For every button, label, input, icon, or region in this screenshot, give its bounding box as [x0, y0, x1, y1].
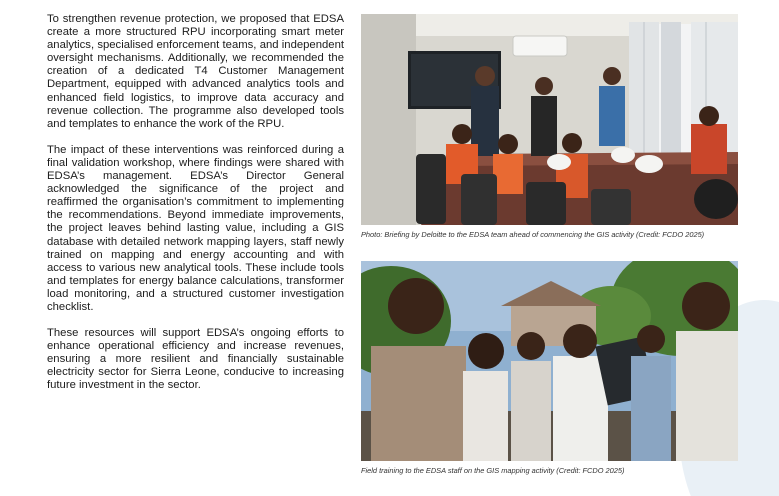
photo-briefing-meeting-room — [361, 14, 738, 225]
photo-field-training — [361, 261, 738, 461]
photo1-caption: Photo: Briefing by Deloitte to the EDSA team ahead of commencing the GIS activity (Credit: FCDO 2025) — [361, 230, 705, 239]
paragraph-revenue-protection: To strengthen revenue protection, we proposed that EDSA create a more structured RPU incorporating smart meter analytics, specialised enforcement teams, and independent oversight mechanisms. Additionally, we recommended the creation of a dedicated T4 Customer Management Department, equipped with advanced analytics tools and enhanced field logistics, to improve data accuracy and revenue collection. The programme also developed tools and templates to enhance the work of the RPU. — [47, 13, 344, 130]
paragraph-resources: These resources will support EDSA’s ongoing efforts to enhance operational efficiency and increase revenues, ensuring a more resilient and financially sustainable electricity sector for Sierra Leone, conducive to increasing future investment in the sector. — [47, 327, 344, 392]
paragraph-validation-workshop: The impact of these interventions was reinforced during a final validation workshop, where findings were shared with EDSA’s management. EDSA’s Director General acknowledged the significance of the project and reaffirmed the organisation’s commitment to implementing the recommendations. Beyond immediate improvements, the project leaves behind lasting value, including a GIS database with detailed network mapping layers, staff newly trained on mapping and energy accounting and with access to various new analytical tools. These include tools and templates for energy balance calculations, transformer load monitoring, and a structured customer investigation checklist. — [47, 143, 344, 313]
photo2-caption: Field training to the EDSA staff on the GIS mapping activity (Credit: FCDO 2025) — [361, 466, 625, 475]
body-text-column — [47, 13, 344, 406]
